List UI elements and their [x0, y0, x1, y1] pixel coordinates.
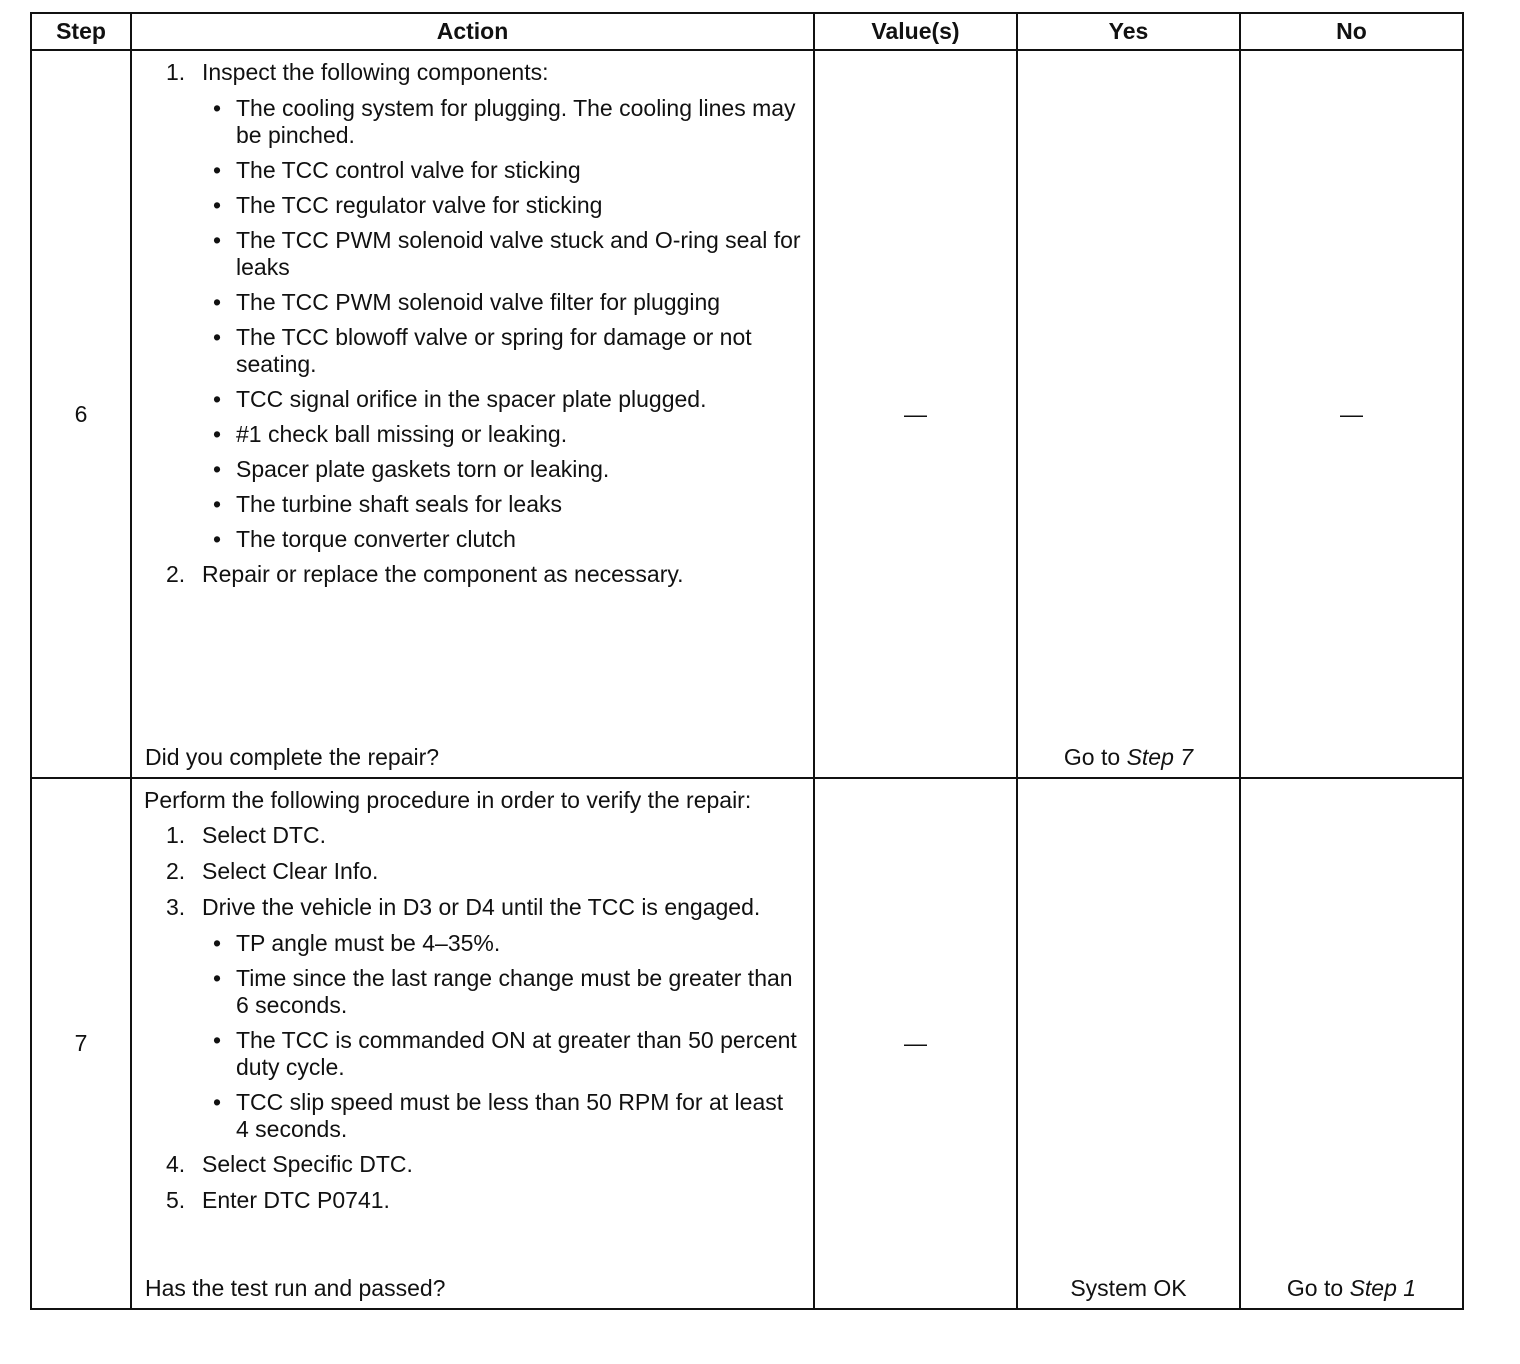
bullet-item: • The TCC PWM solenoid valve filter for plugging: [144, 289, 801, 316]
header-no: No: [1240, 13, 1463, 50]
header-step: Step: [31, 13, 131, 50]
header-values: Value(s): [814, 13, 1017, 50]
question-text: Has the test run and passed?: [145, 1275, 446, 1301]
diagnostic-table: [30, 12, 1464, 1310]
no-cell: [1240, 778, 1463, 1309]
bullet-item: • #1 check ball missing or leaking.: [144, 421, 801, 448]
action-cell: [131, 778, 814, 1309]
step-number: 7: [31, 778, 131, 1309]
step-link[interactable]: Step 7: [1126, 744, 1194, 770]
numbered-item: 3. Drive the vehicle in D3 or D4 until the TCC is engaged.: [166, 894, 761, 920]
bullet-item: • The TCC is commanded ON at greater than 50 percent duty cycle.: [144, 1027, 801, 1081]
header-row: [31, 13, 1463, 50]
bullet-item: • Spacer plate gaskets torn or leaking.: [144, 456, 801, 483]
bullet-item: • The TCC blowoff valve or spring for damage or not seating.: [144, 324, 801, 378]
header-yes: Yes: [1017, 13, 1240, 50]
no-action: Go to Step 1: [1286, 1275, 1417, 1301]
step-number: 6: [31, 50, 131, 778]
bullet-item: • The torque converter clutch: [144, 526, 801, 553]
action-cell: [131, 50, 814, 778]
table-row-step-7: [31, 778, 1463, 1309]
value-cell: —: [814, 50, 1017, 778]
yes-action: System OK: [1070, 1275, 1187, 1301]
yes-cell: [1017, 778, 1240, 1309]
bullet-item: • The turbine shaft seals for leaks: [144, 491, 801, 518]
bullet-item: • TCC signal orifice in the spacer plate plugged.: [144, 386, 801, 413]
step-link[interactable]: Step 1: [1349, 1275, 1417, 1301]
header-action: Action: [131, 13, 814, 50]
numbered-item: 4. Select Specific DTC.: [166, 1151, 413, 1177]
numbered-item: 1. Inspect the following components:: [166, 59, 549, 85]
bullet-item: • TP angle must be 4–35%.: [144, 930, 801, 957]
intro-text: Perform the following procedure in order to verify the repair:: [144, 787, 752, 813]
bullet-item: • TCC slip speed must be less than 50 RPM for at least 4 seconds.: [144, 1089, 801, 1143]
value-cell: —: [814, 778, 1017, 1309]
bullet-item: • The TCC PWM solenoid valve stuck and O-ring seal for leaks: [144, 227, 801, 281]
numbered-item: 2. Select Clear Info.: [166, 858, 379, 884]
numbered-item: 5. Enter DTC P0741.: [166, 1187, 390, 1213]
numbered-item: 2. Repair or replace the component as necessary.: [166, 561, 684, 587]
bullet-item: • Time since the last range change must be greater than 6 seconds.: [144, 965, 801, 1019]
bullet-item: • The TCC control valve for sticking: [144, 157, 801, 184]
bullet-item: • The TCC regulator valve for sticking: [144, 192, 801, 219]
yes-cell: [1017, 50, 1240, 778]
yes-action: Go to Step 7: [1063, 744, 1194, 770]
question-text: Did you complete the repair?: [145, 744, 440, 770]
table-row-step-6: [31, 50, 1463, 778]
bullet-item: • The cooling system for plugging. The cooling lines may be pinched.: [144, 95, 801, 149]
no-cell: —: [1240, 50, 1463, 778]
numbered-item: 1. Select DTC.: [166, 822, 326, 848]
